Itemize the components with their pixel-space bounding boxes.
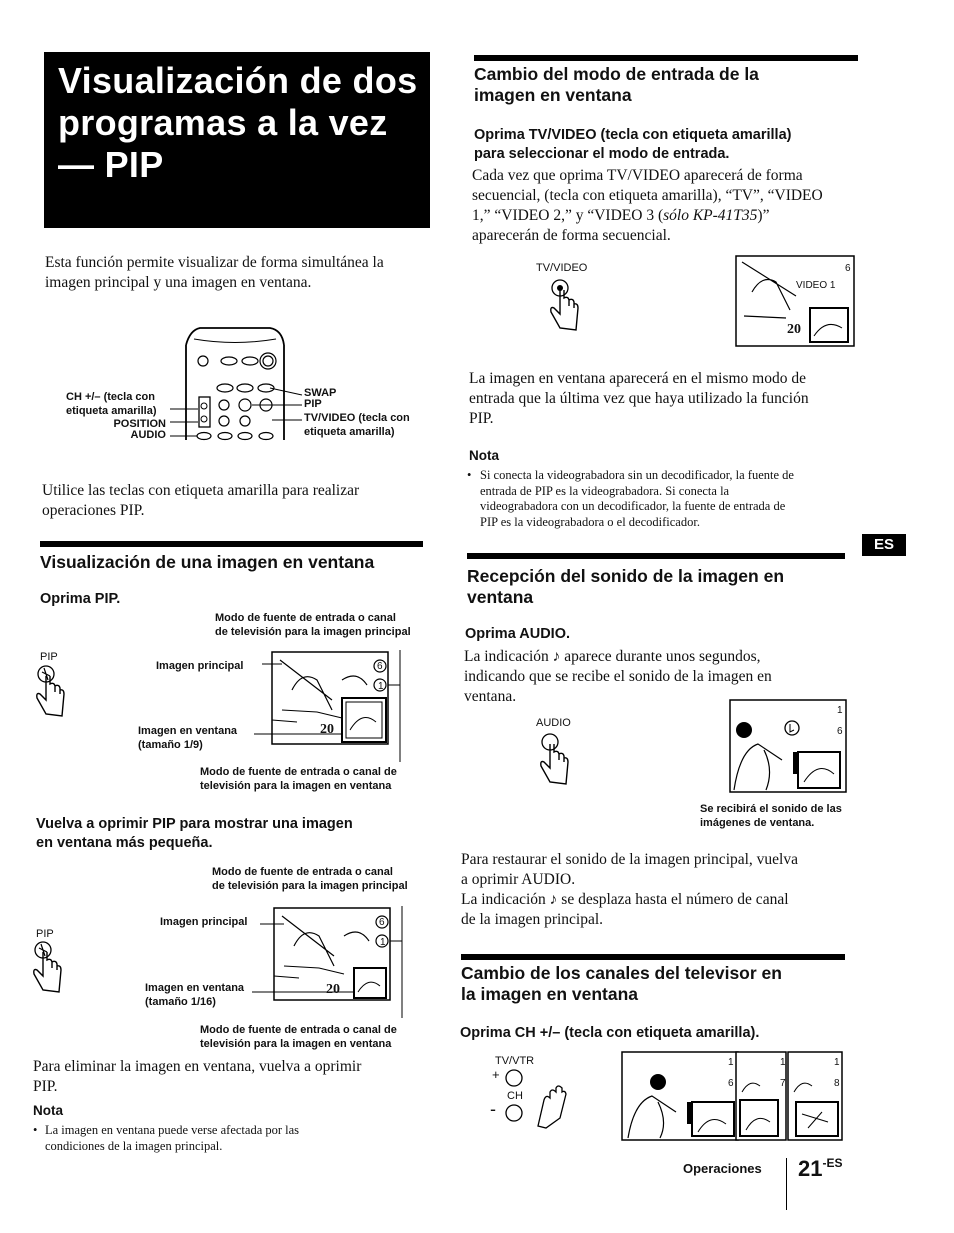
osd-score: 20: [787, 322, 801, 337]
section-rule-r1: [474, 55, 858, 61]
osd-video-label: VIDEO 1: [796, 280, 836, 291]
tv1-ch-main: 1: [728, 1057, 734, 1068]
section-heading-input-mode: Cambio del modo de entrada de la imagen en ventana: [474, 64, 759, 105]
tv1-ch-window: 6: [728, 1078, 734, 1089]
label-main-image: Imagen principal: [156, 660, 244, 672]
label-main-image-2: Imagen principal: [160, 916, 248, 928]
restore-audio-text: Para restaurar el sonido de la imagen principal, vuelva a oprimir AUDIO. La indicación ♪ se desplaza hasta el número de canal de la imagen principal.: [461, 851, 798, 928]
section-rule-r3: [461, 954, 845, 960]
eliminar-text: Para eliminar la imagen en ventana, vuelva a oprimir PIP.: [33, 1058, 362, 1095]
language-tab: ES: [862, 534, 906, 556]
ch-buttons-icon: [500, 1066, 580, 1136]
label-window-image-2: Imagen en ventana (tamaño 1/16): [145, 982, 245, 1008]
ch-label: CH: [507, 1090, 523, 1102]
label-window-image: Imagen en ventana (tamaño 1/9): [138, 725, 238, 751]
tv2-ch-window: 7: [780, 1078, 786, 1089]
ch-minus-sign: -: [490, 1099, 496, 1119]
audio-ch-main: 1: [837, 705, 843, 716]
remote-label-pip: PIP: [304, 398, 322, 410]
section-rule: [40, 541, 423, 547]
instruction-press-audio: Oprima AUDIO.: [465, 626, 571, 642]
caption-main-source: Modo de fuente de entrada o canal de televisión para la imagen principal: [215, 612, 411, 638]
instruction-press-ch: Oprima CH +/– (tecla con etiqueta amarilla).: [460, 1025, 760, 1041]
footer-section: Operaciones: [683, 1161, 762, 1176]
intro-text: Esta función permite visualizar de forma simultánea la imagen principal y una imagen en ventana.: [45, 254, 384, 291]
ch-plus-sign: +: [492, 1067, 500, 1082]
remote-label-position: POSITION: [113, 418, 166, 430]
pip-button-label: PIP: [40, 651, 58, 663]
ch-main-number-2: 6: [379, 917, 385, 928]
tv3-ch-window: 8: [834, 1078, 840, 1089]
audio-text: La indicación ♪ aparece durante unos segundos, indicando que se recibe el sonido de la imagen en ventana.: [464, 648, 772, 705]
remote-label-swap: SWAP: [304, 387, 337, 399]
remote-label-ch: CH +/– (tecla con etiqueta amarilla): [66, 391, 157, 417]
section-heading-view-window: Visualización de una imagen en ventana: [40, 552, 375, 572]
note-heading-right: Nota: [469, 448, 499, 463]
hand-press-pip-icon-2: [31, 940, 71, 1000]
osd-ch-number: 6: [845, 263, 851, 274]
tv-screen-diagram-2: [274, 906, 414, 1021]
audio-ch-window: 6: [837, 726, 843, 737]
page-number: $21^{-ES}$: [798, 1156, 843, 1181]
audio-button-label: AUDIO: [536, 717, 571, 729]
input-mode-text: Cada vez que oprima TV/VIDEO aparecerá de forma secuencial, (tecla con etiqueta amarilla), “TV”, “VIDEO 1,” “VIDEO 2,” y “VIDEO 3 (sólo KP-41T35)” aparecerán de forma secuencial.: [472, 167, 823, 244]
remote-label-tvvideo: TV/VIDEO (tecla con etiqueta amarilla): [304, 412, 410, 438]
after-input-text: La imagen en ventana aparecerá en el mismo modo de entrada que la última vez que haya utilizado la función PIP.: [469, 370, 809, 427]
section-rule-r2: [467, 553, 845, 559]
hand-press-audio-icon: [538, 732, 578, 792]
pip-button-label-2: PIP: [36, 928, 54, 940]
tv-screen-audio: [730, 700, 850, 800]
caption-window-source: Modo de fuente de entrada o canal de televisión para la imagen en ventana: [200, 766, 397, 792]
tv-screen-diagram-1: [272, 650, 412, 765]
footer-divider: [786, 1158, 787, 1210]
score-label: 20: [320, 722, 334, 737]
score-label-2: 20: [326, 982, 340, 997]
ch-window-number-2: 1: [380, 937, 386, 948]
caption-main-source-2: Modo de fuente de entrada o canal de televisión para la imagen principal: [212, 866, 408, 892]
caption-window-source-2: Modo de fuente de entrada o canal de televisión para la imagen en ventana: [200, 1024, 397, 1050]
page-title: Visualización de dos programas a la vez — PIP: [58, 60, 418, 185]
tv3-ch-main: 1: [834, 1057, 840, 1068]
tvvideo-button-label: TV/VIDEO: [536, 262, 588, 274]
hand-press-tvvideo-icon: [548, 278, 588, 338]
ch-main-number: 6: [377, 661, 383, 672]
section-heading-audio: Recepción del sonido de la imagen en ventana: [467, 566, 785, 607]
section-heading-channels: Cambio de los canales del televisor en la imagen en ventana: [461, 963, 782, 1004]
ch-window-number: 1: [378, 681, 384, 692]
tv2-ch-main: 1: [780, 1057, 786, 1068]
tv-screen-channel-2: [736, 1052, 786, 1144]
note-heading-left: Nota: [33, 1103, 63, 1118]
instruction-press-pip-again: Vuelva a oprimir PIP para mostrar una imagen en ventana más pequeña.: [36, 816, 353, 851]
note-text-left: • La imagen en ventana puede verse afectada por las condiciones de la imagen principal.: [33, 1123, 300, 1153]
hand-press-pip-icon: [34, 664, 74, 724]
remote-label-audio: AUDIO: [130, 429, 166, 441]
note-text-right: • Si conecta la videograbadora sin un decodificador, la fuente de entrada de PIP es la videograbadora. Si conecta la videograbadora con un decodificador, la fuente de entrada de PIP es la videograbadora o el decodificador.: [467, 468, 794, 529]
tvvtr-label: TV/VTR: [495, 1055, 535, 1067]
tv-screen-channel-1: [622, 1052, 742, 1144]
audio-caption: Se recibirá el sonido de las imágenes de ventana.: [700, 803, 842, 829]
instruction-press-pip: Oprima PIP.: [40, 591, 121, 607]
utilice-text: Utilice las teclas con etiqueta amarilla para realizar operaciones PIP.: [42, 482, 360, 519]
instruction-press-tvvideo: Oprima TV/VIDEO (tecla con etiqueta amarilla) para seleccionar el modo de entrada.: [474, 127, 792, 162]
